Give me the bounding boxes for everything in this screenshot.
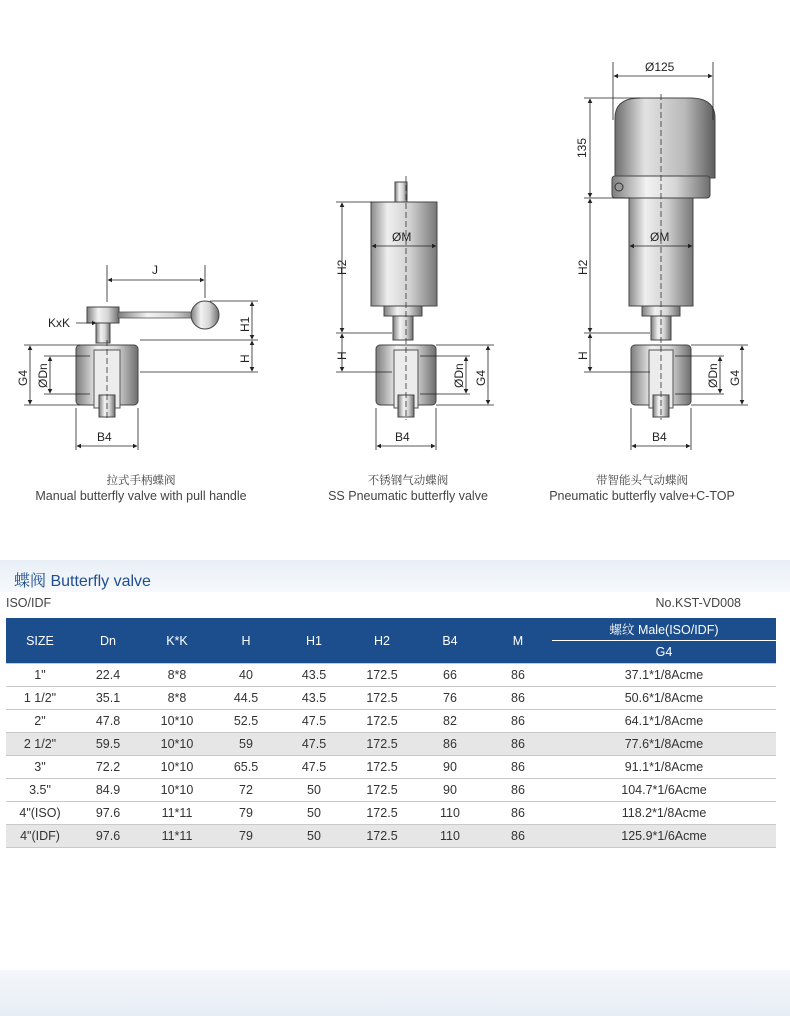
dim-g4: G4 bbox=[474, 369, 488, 386]
cell-h2: 172.5 bbox=[348, 802, 416, 825]
header-h: H bbox=[212, 618, 280, 664]
cell-size: 3.5" bbox=[6, 779, 74, 802]
header-h1: H1 bbox=[280, 618, 348, 664]
header-thread: 螺纹 Male(ISO/IDF) bbox=[552, 618, 776, 641]
cell-h: 59 bbox=[212, 733, 280, 756]
cell-h1: 43.5 bbox=[280, 664, 348, 687]
caption-cn: 拉式手柄蝶阀 bbox=[106, 475, 176, 487]
manual-valve-drawing bbox=[16, 263, 258, 450]
caption-ctop-valve bbox=[530, 474, 754, 504]
header-kxk: K*K bbox=[142, 618, 212, 664]
cell-dn: 97.6 bbox=[74, 802, 142, 825]
cell-b4: 66 bbox=[416, 664, 484, 687]
header-h2: H2 bbox=[348, 618, 416, 664]
cell-h2: 172.5 bbox=[348, 825, 416, 848]
cell-m: 86 bbox=[484, 710, 552, 733]
caption-en: Manual butterfly valve with pull handle bbox=[35, 489, 247, 503]
cell-m: 86 bbox=[484, 802, 552, 825]
cell-h1: 50 bbox=[280, 802, 348, 825]
cell-g4: 91.1*1/8Acme bbox=[552, 756, 776, 779]
bottom-band bbox=[0, 970, 790, 1016]
dim-h: H bbox=[576, 351, 590, 360]
table-row bbox=[6, 733, 776, 756]
dim-h1: H1 bbox=[238, 316, 252, 332]
dim-b4: B4 bbox=[97, 430, 112, 444]
cell-dn: 22.4 bbox=[74, 664, 142, 687]
cell-g4: 64.1*1/8Acme bbox=[552, 710, 776, 733]
dim-g4: G4 bbox=[728, 369, 742, 386]
cell-m: 86 bbox=[484, 779, 552, 802]
dim-j: J bbox=[152, 263, 158, 277]
cell-m: 86 bbox=[484, 664, 552, 687]
caption-pneumatic-valve bbox=[300, 474, 516, 504]
cell-h: 40 bbox=[212, 664, 280, 687]
cell-size: 4"(ISO) bbox=[6, 802, 74, 825]
cell-m: 86 bbox=[484, 756, 552, 779]
cell-h: 79 bbox=[212, 802, 280, 825]
dim-om: ØM bbox=[650, 230, 670, 244]
cell-b4: 110 bbox=[416, 825, 484, 848]
cell-dn: 35.1 bbox=[74, 687, 142, 710]
cell-dn: 84.9 bbox=[74, 779, 142, 802]
standard-label: ISO/IDF bbox=[6, 596, 52, 610]
table-row bbox=[6, 664, 776, 687]
dim-odn: ØDn bbox=[452, 363, 466, 388]
cell-g4: 125.9*1/6Acme bbox=[552, 825, 776, 848]
cell-size: 3" bbox=[6, 756, 74, 779]
dim-h2: H2 bbox=[576, 259, 590, 275]
cell-g4: 50.6*1/8Acme bbox=[552, 687, 776, 710]
cell-m: 86 bbox=[484, 825, 552, 848]
cell-kxk: 10*10 bbox=[142, 779, 212, 802]
cell-h: 52.5 bbox=[212, 710, 280, 733]
cell-b4: 90 bbox=[416, 779, 484, 802]
cell-b4: 76 bbox=[416, 687, 484, 710]
cell-dn: 72.2 bbox=[74, 756, 142, 779]
cell-h: 79 bbox=[212, 825, 280, 848]
cell-h1: 43.5 bbox=[280, 687, 348, 710]
cell-b4: 90 bbox=[416, 756, 484, 779]
header-m: M bbox=[484, 618, 552, 664]
cell-h2: 172.5 bbox=[348, 733, 416, 756]
cell-h1: 47.5 bbox=[280, 733, 348, 756]
caption-cn: 带智能头气动蝶阀 bbox=[596, 475, 688, 487]
cell-m: 86 bbox=[484, 733, 552, 756]
cell-dn: 59.5 bbox=[74, 733, 142, 756]
cell-kxk: 10*10 bbox=[142, 733, 212, 756]
cell-h1: 47.5 bbox=[280, 756, 348, 779]
dim-135: 135 bbox=[575, 137, 589, 158]
cell-h: 65.5 bbox=[212, 756, 280, 779]
ctop-valve-drawing bbox=[575, 60, 748, 450]
cell-kxk: 8*8 bbox=[142, 687, 212, 710]
dim-odn: ØDn bbox=[706, 363, 720, 388]
butterfly-valve-spec-table bbox=[6, 618, 776, 848]
table-row bbox=[6, 710, 776, 733]
cell-g4: 104.7*1/6Acme bbox=[552, 779, 776, 802]
pneumatic-valve-drawing bbox=[335, 176, 494, 450]
caption-manual-valve bbox=[18, 474, 264, 504]
dim-odn: ØDn bbox=[36, 363, 50, 388]
cell-g4: 37.1*1/8Acme bbox=[552, 664, 776, 687]
cell-h: 72 bbox=[212, 779, 280, 802]
header-size: SIZE bbox=[6, 618, 74, 664]
cell-g4: 77.6*1/8Acme bbox=[552, 733, 776, 756]
cell-size: 2 1/2" bbox=[6, 733, 74, 756]
cell-h1: 50 bbox=[280, 825, 348, 848]
dim-h: H bbox=[335, 351, 349, 360]
dim-h: H bbox=[238, 354, 252, 363]
cell-dn: 97.6 bbox=[74, 825, 142, 848]
cell-h2: 172.5 bbox=[348, 687, 416, 710]
cell-m: 86 bbox=[484, 687, 552, 710]
header-dn: Dn bbox=[74, 618, 142, 664]
cell-b4: 86 bbox=[416, 733, 484, 756]
cell-h2: 172.5 bbox=[348, 756, 416, 779]
cell-kxk: 11*11 bbox=[142, 802, 212, 825]
table-row bbox=[6, 756, 776, 779]
header-g4: G4 bbox=[552, 641, 776, 664]
dim-o125: Ø125 bbox=[645, 60, 675, 74]
table-row bbox=[6, 802, 776, 825]
section-title: 蝶阀 Butterfly valve bbox=[14, 573, 151, 590]
cell-h2: 172.5 bbox=[348, 779, 416, 802]
cell-size: 4"(IDF) bbox=[6, 825, 74, 848]
dim-b4: B4 bbox=[652, 430, 667, 444]
cell-h1: 50 bbox=[280, 779, 348, 802]
caption-cn: 不锈钢气动蝶阀 bbox=[367, 475, 449, 487]
table-body bbox=[6, 664, 776, 848]
cell-h1: 47.5 bbox=[280, 710, 348, 733]
table-row bbox=[6, 825, 776, 848]
caption-en: Pneumatic butterfly valve+C-TOP bbox=[549, 489, 735, 503]
caption-en: SS Pneumatic butterfly valve bbox=[328, 489, 488, 503]
cell-h: 44.5 bbox=[212, 687, 280, 710]
dim-h2: H2 bbox=[335, 259, 349, 275]
cell-h2: 172.5 bbox=[348, 664, 416, 687]
cell-kxk: 10*10 bbox=[142, 756, 212, 779]
cell-dn: 47.8 bbox=[74, 710, 142, 733]
cell-kxk: 11*11 bbox=[142, 825, 212, 848]
cell-size: 1 1/2" bbox=[6, 687, 74, 710]
header-b4: B4 bbox=[416, 618, 484, 664]
cell-b4: 110 bbox=[416, 802, 484, 825]
table-row bbox=[6, 687, 776, 710]
cell-size: 2" bbox=[6, 710, 74, 733]
cell-b4: 82 bbox=[416, 710, 484, 733]
dim-kxk: KxK bbox=[48, 316, 71, 330]
dim-g4: G4 bbox=[16, 369, 30, 386]
table-row bbox=[6, 779, 776, 802]
cell-g4: 118.2*1/8Acme bbox=[552, 802, 776, 825]
section-header bbox=[0, 560, 790, 592]
cell-kxk: 8*8 bbox=[142, 664, 212, 687]
cell-size: 1" bbox=[6, 664, 74, 687]
dim-b4: B4 bbox=[395, 430, 410, 444]
dim-om: ØM bbox=[392, 230, 412, 244]
cell-h2: 172.5 bbox=[348, 710, 416, 733]
cell-kxk: 10*10 bbox=[142, 710, 212, 733]
document-number: No.KST-VD008 bbox=[655, 596, 741, 610]
